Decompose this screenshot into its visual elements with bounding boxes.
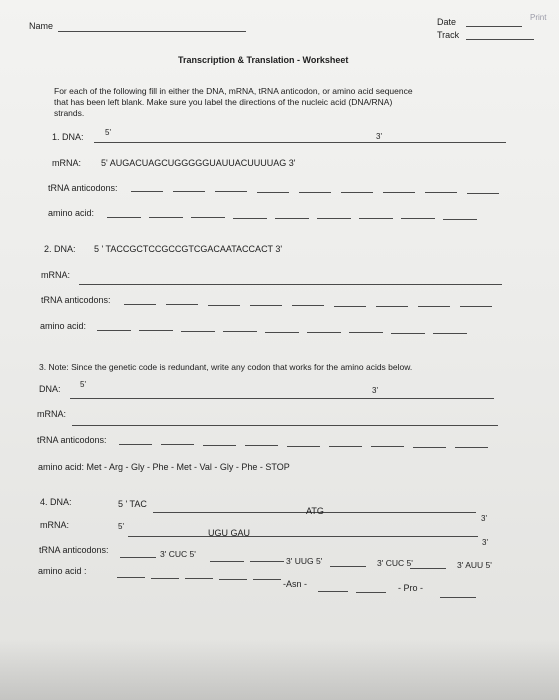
q4-dna-atg: ATG [306, 506, 324, 516]
q1-mrna-sequence: 5' AUGACUAGCUGGGGGUAUUACUUUUAG 3' [101, 158, 296, 168]
q2-amino-blank[interactable] [223, 331, 257, 332]
q2-trna-blank[interactable] [250, 305, 282, 306]
q1-dna-3prime: 3' [376, 132, 382, 141]
q4-mrna-answer-line[interactable] [128, 536, 478, 537]
q2-trna-label: tRNA anticodons: [41, 295, 111, 305]
q1-trna-label: tRNA anticodons: [48, 183, 118, 193]
q1-trna-blank[interactable] [467, 193, 499, 194]
q4-dna-label: 4. DNA: [40, 497, 72, 507]
q4-trna-b-blank[interactable] [250, 561, 284, 562]
q3-trna-blank[interactable] [119, 444, 152, 445]
q4-trna-codon-1: 3' CUC 5' [160, 549, 196, 559]
q4-amino-a-blank[interactable] [219, 579, 247, 580]
q4-amino-pro: - Pro - [398, 583, 424, 593]
q2-trna-blank[interactable] [334, 306, 366, 307]
q2-trna-blank[interactable] [418, 306, 450, 307]
q4-mrna-3prime: 3' [482, 538, 488, 547]
q1-amino-blank[interactable] [443, 219, 477, 220]
q3-dna-5prime: 5' [80, 380, 86, 389]
q1-dna-answer-line[interactable] [94, 142, 506, 143]
q2-amino-blank[interactable] [433, 333, 467, 334]
q3-trna-blank[interactable] [245, 445, 278, 446]
q2-dna-sequence: 5 ' TACCGCTCCGCCGTCGACAATACCACT 3' [94, 244, 283, 254]
q4-amino-a-blank[interactable] [151, 578, 179, 579]
q3-note: 3. Note: Since the genetic code is redundant, write any codon that works for the amino acids below. [39, 362, 413, 372]
q4-amino-a-blank[interactable] [117, 577, 145, 578]
q4-trna-codon-3: 3' CUC 5' [377, 558, 413, 568]
q1-dna-5prime: 5' [105, 128, 111, 137]
q2-amino-blank[interactable] [307, 332, 341, 333]
q2-mrna-label: mRNA: [41, 270, 70, 280]
name-line [58, 31, 246, 32]
q3-amino-acids: amino acid: Met - Arg - Gly - Phe - Met - Val - Gly - Phe - STOP [38, 462, 290, 472]
q1-trna-blank[interactable] [173, 191, 205, 192]
q1-mrna-label: mRNA: [52, 158, 81, 168]
date-line [466, 26, 522, 27]
q4-trna-d-blank[interactable] [410, 568, 446, 569]
q4-amino-b-blank[interactable] [356, 592, 386, 593]
q4-amino-label: amino acid : [38, 566, 87, 576]
q1-trna-blank[interactable] [131, 191, 163, 192]
instructions-line-3: strands. [54, 108, 85, 118]
q3-trna-blank[interactable] [371, 446, 404, 447]
q4-amino-c-blank[interactable] [440, 597, 476, 598]
q4-trna-c-blank[interactable] [330, 566, 366, 567]
q1-amino-blank[interactable] [401, 218, 435, 219]
q1-amino-blank[interactable] [149, 217, 183, 218]
q4-mrna-label: mRNA: [40, 520, 69, 530]
q4-trna-label: tRNA anticodons: [39, 545, 109, 555]
q4-amino-a-blank[interactable] [253, 579, 281, 580]
q3-trna-blank[interactable] [413, 447, 446, 448]
worksheet-title: Transcription & Translation - Worksheet [178, 55, 349, 65]
q3-mrna-answer-line[interactable] [72, 425, 498, 426]
q2-amino-blank[interactable] [349, 332, 383, 333]
q3-dna-3prime: 3' [372, 386, 378, 395]
q1-amino-blank[interactable] [233, 218, 267, 219]
q1-dna-label: 1. DNA: [52, 132, 84, 142]
q2-trna-blank[interactable] [208, 305, 240, 306]
track-label: Track [437, 30, 460, 40]
q2-amino-label: amino acid: [40, 321, 87, 331]
track-line [466, 39, 534, 40]
q2-trna-blank[interactable] [166, 304, 198, 305]
q1-trna-blank[interactable] [215, 191, 247, 192]
q1-amino-blank[interactable] [317, 218, 351, 219]
q4-amino-asn: -Asn - [283, 579, 308, 589]
q4-amino-b-blank[interactable] [318, 591, 348, 592]
photo-shadow [0, 640, 559, 700]
q4-trna-b-blank[interactable] [210, 561, 244, 562]
q1-trna-blank[interactable] [257, 192, 289, 193]
q3-dna-answer-line[interactable] [70, 398, 494, 399]
q3-trna-blank[interactable] [287, 446, 320, 447]
q4-dna-3prime: 3' [481, 514, 487, 523]
q2-amino-blank[interactable] [97, 330, 131, 331]
q1-amino-blank[interactable] [191, 217, 225, 218]
instructions-line-1: For each of the following fill in either the DNA, mRNA, tRNA anticodon, or amino acid sequence [54, 86, 413, 96]
q1-trna-blank[interactable] [425, 192, 457, 193]
q1-amino-blank[interactable] [359, 218, 393, 219]
q4-trna-a-blank[interactable] [120, 557, 156, 558]
q3-trna-label: tRNA anticodons: [37, 435, 107, 445]
q1-amino-label: amino acid: [48, 208, 95, 218]
q2-amino-blank[interactable] [181, 331, 215, 332]
q2-amino-blank[interactable] [391, 333, 425, 334]
q4-dna-start: 5 ' TAC [118, 499, 147, 509]
q3-trna-blank[interactable] [329, 446, 362, 447]
q4-mrna-5prime: 5' [118, 522, 124, 531]
instructions-line-2: that has been left blank. Make sure you label the directions of the nucleic acid (DNA/RNA) [54, 97, 393, 107]
print-link[interactable]: Print [530, 13, 547, 22]
q2-trna-blank[interactable] [460, 306, 492, 307]
q2-trna-blank[interactable] [376, 306, 408, 307]
q3-mrna-label: mRNA: [37, 409, 66, 419]
q1-trna-blank[interactable] [341, 192, 373, 193]
q4-amino-a-blank[interactable] [185, 578, 213, 579]
date-label: Date [437, 17, 457, 27]
q2-trna-blank[interactable] [124, 304, 156, 305]
q3-trna-blank[interactable] [203, 445, 236, 446]
q4-mrna-ugu-gau: UGU GAU [208, 528, 251, 538]
q3-dna-label: DNA: [39, 384, 61, 394]
name-label: Name [29, 21, 54, 31]
q1-amino-blank[interactable] [107, 217, 141, 218]
q3-trna-blank[interactable] [161, 444, 194, 445]
q2-amino-blank[interactable] [265, 332, 299, 333]
q1-trna-blank[interactable] [383, 192, 415, 193]
q2-trna-blank[interactable] [292, 305, 324, 306]
q2-amino-blank[interactable] [139, 330, 173, 331]
q1-trna-blank[interactable] [299, 192, 331, 193]
q4-trna-codon-2: 3' UUG 5' [286, 556, 323, 566]
q4-trna-codon-4: 3' AUU 5' [457, 560, 492, 570]
q2-dna-label: 2. DNA: [44, 244, 76, 254]
q1-amino-blank[interactable] [275, 218, 309, 219]
q3-trna-blank[interactable] [455, 447, 488, 448]
q2-mrna-answer-line[interactable] [79, 284, 502, 285]
